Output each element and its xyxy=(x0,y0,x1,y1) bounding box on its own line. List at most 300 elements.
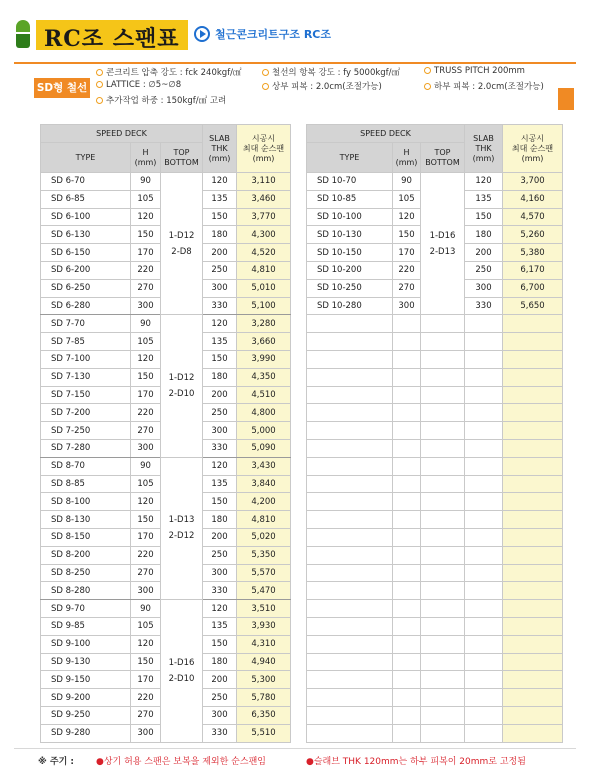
empty-cell xyxy=(503,315,563,333)
slab-thk-cell: 120 xyxy=(203,315,237,333)
page-title: RC조 스팬표 xyxy=(44,26,180,52)
deck-type-cell: SD 10-200 xyxy=(307,261,393,279)
empty-cell xyxy=(307,422,393,440)
empty-table-row xyxy=(307,457,563,475)
empty-cell xyxy=(503,546,563,564)
slab-thk-cell: 300 xyxy=(203,706,237,724)
empty-cell xyxy=(503,671,563,689)
height-cell: 120 xyxy=(131,635,161,653)
max-span-cell: 5,780 xyxy=(237,689,291,707)
empty-cell xyxy=(465,617,503,635)
bullet-circle-icon xyxy=(96,97,103,104)
empty-table-row xyxy=(307,582,563,600)
max-span-cell: 4,350 xyxy=(237,368,291,386)
empty-cell xyxy=(393,564,421,582)
empty-cell xyxy=(393,635,421,653)
empty-table-row xyxy=(307,546,563,564)
slab-thk-cell: 180 xyxy=(465,226,503,244)
section-marker-icon xyxy=(16,20,30,46)
orange-tab-marker xyxy=(558,88,574,110)
header-type: TYPE xyxy=(307,143,393,173)
height-cell: 105 xyxy=(393,190,421,208)
spec-item: 콘크리트 압축 강도 : fck 240kgf/㎠ xyxy=(96,66,242,78)
max-span-cell: 5,300 xyxy=(237,671,291,689)
empty-table-row xyxy=(307,528,563,546)
empty-table-row xyxy=(307,564,563,582)
empty-cell xyxy=(503,368,563,386)
empty-cell xyxy=(465,528,503,546)
max-span-cell: 3,770 xyxy=(237,208,291,226)
max-span-cell: 6,700 xyxy=(503,279,563,297)
slab-thk-cell: 200 xyxy=(465,244,503,262)
slab-thk-cell: 120 xyxy=(465,173,503,191)
max-span-cell: 5,350 xyxy=(237,546,291,564)
empty-table-row xyxy=(307,475,563,493)
slab-thk-cell: 250 xyxy=(203,689,237,707)
slab-thk-cell: 250 xyxy=(203,261,237,279)
height-cell: 270 xyxy=(131,706,161,724)
empty-table-row xyxy=(307,617,563,635)
empty-cell xyxy=(307,546,393,564)
max-span-cell: 5,650 xyxy=(503,297,563,315)
empty-cell xyxy=(393,617,421,635)
deck-type-cell: SD 6-250 xyxy=(41,279,131,297)
deck-type-cell: SD 10-100 xyxy=(307,208,393,226)
deck-type-cell: SD 8-100 xyxy=(41,493,131,511)
height-cell: 120 xyxy=(393,208,421,226)
max-span-cell: 5,020 xyxy=(237,528,291,546)
height-cell: 150 xyxy=(393,226,421,244)
empty-cell xyxy=(465,333,503,351)
deck-type-cell: SD 8-200 xyxy=(41,546,131,564)
max-span-cell: 6,350 xyxy=(237,706,291,724)
empty-cell xyxy=(393,350,421,368)
empty-cell xyxy=(421,635,465,653)
empty-cell xyxy=(465,386,503,404)
height-cell: 90 xyxy=(131,600,161,618)
empty-cell xyxy=(503,457,563,475)
slab-thk-cell: 150 xyxy=(203,493,237,511)
slab-thk-cell: 330 xyxy=(203,439,237,457)
empty-cell xyxy=(421,706,465,724)
empty-cell xyxy=(503,582,563,600)
deck-type-cell: SD 6-280 xyxy=(41,297,131,315)
footer-note-1: ●상기 허용 스팬은 보복을 제외한 순스팬임 xyxy=(96,757,266,767)
height-cell: 220 xyxy=(131,546,161,564)
max-span-cell: 3,110 xyxy=(237,173,291,191)
deck-type-cell: SD 9-130 xyxy=(41,653,131,671)
empty-cell xyxy=(503,600,563,618)
empty-cell xyxy=(421,689,465,707)
height-cell: 300 xyxy=(131,439,161,457)
height-cell: 105 xyxy=(131,190,161,208)
slab-thk-cell: 120 xyxy=(203,457,237,475)
height-cell: 170 xyxy=(131,386,161,404)
rebar-cell: 1-D16 2-D10 xyxy=(161,600,203,742)
span-table-right xyxy=(306,124,563,743)
deck-type-cell: SD 6-70 xyxy=(41,173,131,191)
deck-type-cell: SD 10-150 xyxy=(307,244,393,262)
max-span-cell: 3,840 xyxy=(237,475,291,493)
max-span-cell: 4,300 xyxy=(237,226,291,244)
deck-type-cell: SD 10-130 xyxy=(307,226,393,244)
empty-cell xyxy=(421,564,465,582)
height-cell: 170 xyxy=(131,528,161,546)
empty-cell xyxy=(503,706,563,724)
empty-cell xyxy=(421,475,465,493)
header-h: H (mm) xyxy=(131,143,161,173)
slab-thk-cell: 135 xyxy=(203,617,237,635)
slab-thk-cell: 180 xyxy=(203,653,237,671)
max-span-cell: 4,520 xyxy=(237,244,291,262)
deck-type-cell: SD 9-100 xyxy=(41,635,131,653)
empty-cell xyxy=(503,511,563,529)
height-cell: 270 xyxy=(393,279,421,297)
height-cell: 220 xyxy=(131,689,161,707)
slab-thk-cell: 330 xyxy=(465,297,503,315)
bullet-circle-icon xyxy=(96,81,103,88)
empty-cell xyxy=(307,724,393,742)
empty-cell xyxy=(393,600,421,618)
deck-type-cell: SD 8-85 xyxy=(41,475,131,493)
rebar-cell: 1-D12 2-D8 xyxy=(161,173,203,315)
slab-thk-cell: 150 xyxy=(203,208,237,226)
empty-table-row xyxy=(307,600,563,618)
footer-label: ※ 주기 : xyxy=(38,757,75,767)
empty-cell xyxy=(465,564,503,582)
table-row xyxy=(41,457,291,475)
spec-item: 하부 피복 : 2.0cm(조절가능) xyxy=(424,80,544,92)
empty-table-row xyxy=(307,706,563,724)
slab-thk-cell: 135 xyxy=(203,190,237,208)
empty-cell xyxy=(421,511,465,529)
table-row xyxy=(41,600,291,618)
empty-cell xyxy=(307,315,393,333)
max-span-cell: 3,700 xyxy=(503,173,563,191)
slab-thk-cell: 250 xyxy=(465,261,503,279)
slab-thk-cell: 120 xyxy=(203,600,237,618)
empty-cell xyxy=(307,528,393,546)
empty-cell xyxy=(465,582,503,600)
rebar-cell: 1-D12 2-D10 xyxy=(161,315,203,457)
empty-cell xyxy=(465,511,503,529)
deck-type-cell: SD 7-85 xyxy=(41,333,131,351)
max-span-cell: 5,380 xyxy=(503,244,563,262)
empty-cell xyxy=(307,439,393,457)
max-span-cell: 4,200 xyxy=(237,493,291,511)
empty-cell xyxy=(503,635,563,653)
height-cell: 120 xyxy=(131,493,161,511)
max-span-cell: 5,100 xyxy=(237,297,291,315)
sd-wire-badge: SD형 철선 xyxy=(34,78,90,98)
height-cell: 270 xyxy=(131,279,161,297)
deck-type-cell: SD 9-70 xyxy=(41,600,131,618)
empty-cell xyxy=(307,617,393,635)
deck-type-cell: SD 6-200 xyxy=(41,261,131,279)
slab-thk-cell: 250 xyxy=(203,546,237,564)
deck-type-cell: SD 9-150 xyxy=(41,671,131,689)
height-cell: 220 xyxy=(131,404,161,422)
height-cell: 105 xyxy=(131,617,161,635)
max-span-cell: 4,810 xyxy=(237,511,291,529)
empty-cell xyxy=(393,653,421,671)
empty-cell xyxy=(503,422,563,440)
empty-cell xyxy=(465,475,503,493)
empty-cell xyxy=(503,439,563,457)
deck-type-cell: SD 7-280 xyxy=(41,439,131,457)
slab-thk-cell: 180 xyxy=(203,511,237,529)
empty-table-row xyxy=(307,350,563,368)
bullet-circle-icon xyxy=(262,69,269,76)
empty-table-row xyxy=(307,404,563,422)
slab-thk-cell: 200 xyxy=(203,528,237,546)
max-span-cell: 5,090 xyxy=(237,439,291,457)
empty-cell xyxy=(421,315,465,333)
empty-cell xyxy=(307,386,393,404)
empty-cell xyxy=(421,724,465,742)
empty-cell xyxy=(421,528,465,546)
deck-type-cell: SD 8-150 xyxy=(41,528,131,546)
page-subtitle: 철근콘크리트구조 RC조 xyxy=(215,28,332,41)
header-slab-thk: SLAB THK (mm) xyxy=(203,125,237,173)
spec-item: 철선의 항복 강도 : fy 5000kgf/㎠ xyxy=(262,66,400,78)
empty-cell xyxy=(421,404,465,422)
empty-table-row xyxy=(307,511,563,529)
deck-type-cell: SD 7-150 xyxy=(41,386,131,404)
empty-cell xyxy=(393,368,421,386)
empty-cell xyxy=(393,689,421,707)
empty-cell xyxy=(465,689,503,707)
height-cell: 120 xyxy=(131,208,161,226)
empty-cell xyxy=(307,475,393,493)
empty-cell xyxy=(307,706,393,724)
slab-thk-cell: 250 xyxy=(203,404,237,422)
empty-cell xyxy=(503,333,563,351)
empty-cell xyxy=(503,350,563,368)
max-span-cell: 5,010 xyxy=(237,279,291,297)
footer-divider xyxy=(14,748,576,749)
empty-cell xyxy=(393,546,421,564)
page-header xyxy=(14,12,590,52)
empty-cell xyxy=(465,706,503,724)
header-speed-deck: SPEED DECK xyxy=(41,125,203,143)
spec-item: TRUSS PITCH 200mm xyxy=(424,66,525,76)
empty-cell xyxy=(503,386,563,404)
max-span-cell: 3,430 xyxy=(237,457,291,475)
bullet-circle-icon xyxy=(424,67,431,74)
empty-cell xyxy=(503,617,563,635)
slab-thk-cell: 180 xyxy=(203,226,237,244)
empty-cell xyxy=(393,457,421,475)
max-span-cell: 5,570 xyxy=(237,564,291,582)
slab-thk-cell: 180 xyxy=(203,368,237,386)
empty-cell xyxy=(307,404,393,422)
height-cell: 90 xyxy=(131,173,161,191)
empty-cell xyxy=(465,439,503,457)
slab-thk-cell: 330 xyxy=(203,297,237,315)
empty-cell xyxy=(393,724,421,742)
slab-thk-cell: 200 xyxy=(203,671,237,689)
empty-cell xyxy=(421,350,465,368)
empty-cell xyxy=(393,422,421,440)
table-row xyxy=(307,173,563,191)
height-cell: 220 xyxy=(393,261,421,279)
slab-thk-cell: 200 xyxy=(203,386,237,404)
slab-thk-cell: 135 xyxy=(203,333,237,351)
slab-thk-cell: 300 xyxy=(203,279,237,297)
span-table-left xyxy=(40,124,291,743)
spec-item: 추가작업 하중 : 150kgf/㎠ 고려 xyxy=(96,94,226,106)
deck-type-cell: SD 9-200 xyxy=(41,689,131,707)
empty-table-row xyxy=(307,671,563,689)
empty-cell xyxy=(465,724,503,742)
empty-cell xyxy=(393,315,421,333)
empty-cell xyxy=(393,439,421,457)
max-span-cell: 6,170 xyxy=(503,261,563,279)
max-span-cell: 3,660 xyxy=(237,333,291,351)
deck-type-cell: SD 6-85 xyxy=(41,190,131,208)
empty-cell xyxy=(393,528,421,546)
header-max-span: 시공시 최대 순스팬 (mm) xyxy=(237,125,291,173)
empty-cell xyxy=(503,475,563,493)
deck-type-cell: SD 9-250 xyxy=(41,706,131,724)
empty-cell xyxy=(307,600,393,618)
header-h: H (mm) xyxy=(393,143,421,173)
deck-type-cell: SD 8-70 xyxy=(41,457,131,475)
height-cell: 105 xyxy=(131,475,161,493)
slab-thk-cell: 120 xyxy=(203,173,237,191)
header-max-span: 시공시 최대 순스팬 (mm) xyxy=(503,125,563,173)
height-cell: 120 xyxy=(131,350,161,368)
height-cell: 270 xyxy=(131,422,161,440)
max-span-cell: 4,510 xyxy=(237,386,291,404)
deck-type-cell: SD 7-70 xyxy=(41,315,131,333)
deck-type-cell: SD 10-85 xyxy=(307,190,393,208)
deck-type-cell: SD 6-130 xyxy=(41,226,131,244)
spec-item: LATTICE : ∅5~∅8 xyxy=(96,80,181,90)
empty-table-row xyxy=(307,493,563,511)
max-span-cell: 4,800 xyxy=(237,404,291,422)
empty-cell xyxy=(503,724,563,742)
empty-cell xyxy=(421,546,465,564)
empty-cell xyxy=(465,493,503,511)
max-span-cell: 4,810 xyxy=(237,261,291,279)
empty-table-row xyxy=(307,315,563,333)
empty-table-row xyxy=(307,422,563,440)
empty-cell xyxy=(307,689,393,707)
empty-cell xyxy=(393,333,421,351)
height-cell: 90 xyxy=(131,457,161,475)
deck-type-cell: SD 7-250 xyxy=(41,422,131,440)
max-span-cell: 3,930 xyxy=(237,617,291,635)
empty-cell xyxy=(465,546,503,564)
empty-cell xyxy=(393,493,421,511)
deck-type-cell: SD 6-150 xyxy=(41,244,131,262)
height-cell: 150 xyxy=(131,653,161,671)
empty-cell xyxy=(421,671,465,689)
empty-cell xyxy=(307,350,393,368)
empty-cell xyxy=(465,600,503,618)
max-span-cell: 3,460 xyxy=(237,190,291,208)
empty-cell xyxy=(393,671,421,689)
title-bar xyxy=(36,20,188,50)
deck-type-cell: SD 9-85 xyxy=(41,617,131,635)
empty-cell xyxy=(393,404,421,422)
max-span-cell: 4,940 xyxy=(237,653,291,671)
empty-table-row xyxy=(307,439,563,457)
slab-thk-cell: 150 xyxy=(203,350,237,368)
section-divider xyxy=(14,62,576,64)
empty-cell xyxy=(307,564,393,582)
empty-cell xyxy=(465,653,503,671)
empty-cell xyxy=(503,689,563,707)
max-span-cell: 3,280 xyxy=(237,315,291,333)
table-row xyxy=(41,315,291,333)
empty-cell xyxy=(465,422,503,440)
max-span-cell: 5,260 xyxy=(503,226,563,244)
empty-table-row xyxy=(307,689,563,707)
empty-cell xyxy=(307,368,393,386)
deck-type-cell: SD 6-100 xyxy=(41,208,131,226)
slab-thk-cell: 300 xyxy=(465,279,503,297)
empty-cell xyxy=(421,457,465,475)
slab-thk-cell: 150 xyxy=(203,635,237,653)
max-span-cell: 4,160 xyxy=(503,190,563,208)
max-span-cell: 5,470 xyxy=(237,582,291,600)
deck-type-cell: SD 8-130 xyxy=(41,511,131,529)
height-cell: 170 xyxy=(131,671,161,689)
empty-table-row xyxy=(307,653,563,671)
deck-type-cell: SD 7-100 xyxy=(41,350,131,368)
max-span-cell: 5,000 xyxy=(237,422,291,440)
empty-cell xyxy=(421,582,465,600)
height-cell: 300 xyxy=(131,724,161,742)
empty-cell xyxy=(393,582,421,600)
empty-cell xyxy=(421,333,465,351)
empty-cell xyxy=(503,653,563,671)
deck-type-cell: SD 10-70 xyxy=(307,173,393,191)
deck-type-cell: SD 8-280 xyxy=(41,582,131,600)
empty-cell xyxy=(465,635,503,653)
empty-table-row xyxy=(307,368,563,386)
rebar-cell: 1-D16 2-D13 xyxy=(421,173,465,315)
height-cell: 220 xyxy=(131,261,161,279)
empty-table-row xyxy=(307,724,563,742)
empty-cell xyxy=(307,511,393,529)
height-cell: 170 xyxy=(131,244,161,262)
empty-cell xyxy=(421,493,465,511)
header-speed-deck: SPEED DECK xyxy=(307,125,465,143)
deck-type-cell: SD 8-250 xyxy=(41,564,131,582)
empty-cell xyxy=(307,653,393,671)
bullet-circle-icon xyxy=(262,83,269,90)
empty-cell xyxy=(465,315,503,333)
deck-type-cell: SD 7-200 xyxy=(41,404,131,422)
slab-thk-cell: 135 xyxy=(465,190,503,208)
empty-cell xyxy=(465,350,503,368)
empty-cell xyxy=(503,404,563,422)
footer-note-2: ●슬래브 THK 120mm는 하부 피복이 20mm로 고정됨 xyxy=(306,757,526,767)
height-cell: 150 xyxy=(131,226,161,244)
header-slab-thk: SLAB THK (mm) xyxy=(465,125,503,173)
height-cell: 270 xyxy=(131,564,161,582)
max-span-cell: 3,510 xyxy=(237,600,291,618)
empty-cell xyxy=(421,386,465,404)
empty-cell xyxy=(393,475,421,493)
spec-item: 상부 피복 : 2.0cm(조절가능) xyxy=(262,80,382,92)
height-cell: 90 xyxy=(131,315,161,333)
slab-thk-cell: 300 xyxy=(203,564,237,582)
